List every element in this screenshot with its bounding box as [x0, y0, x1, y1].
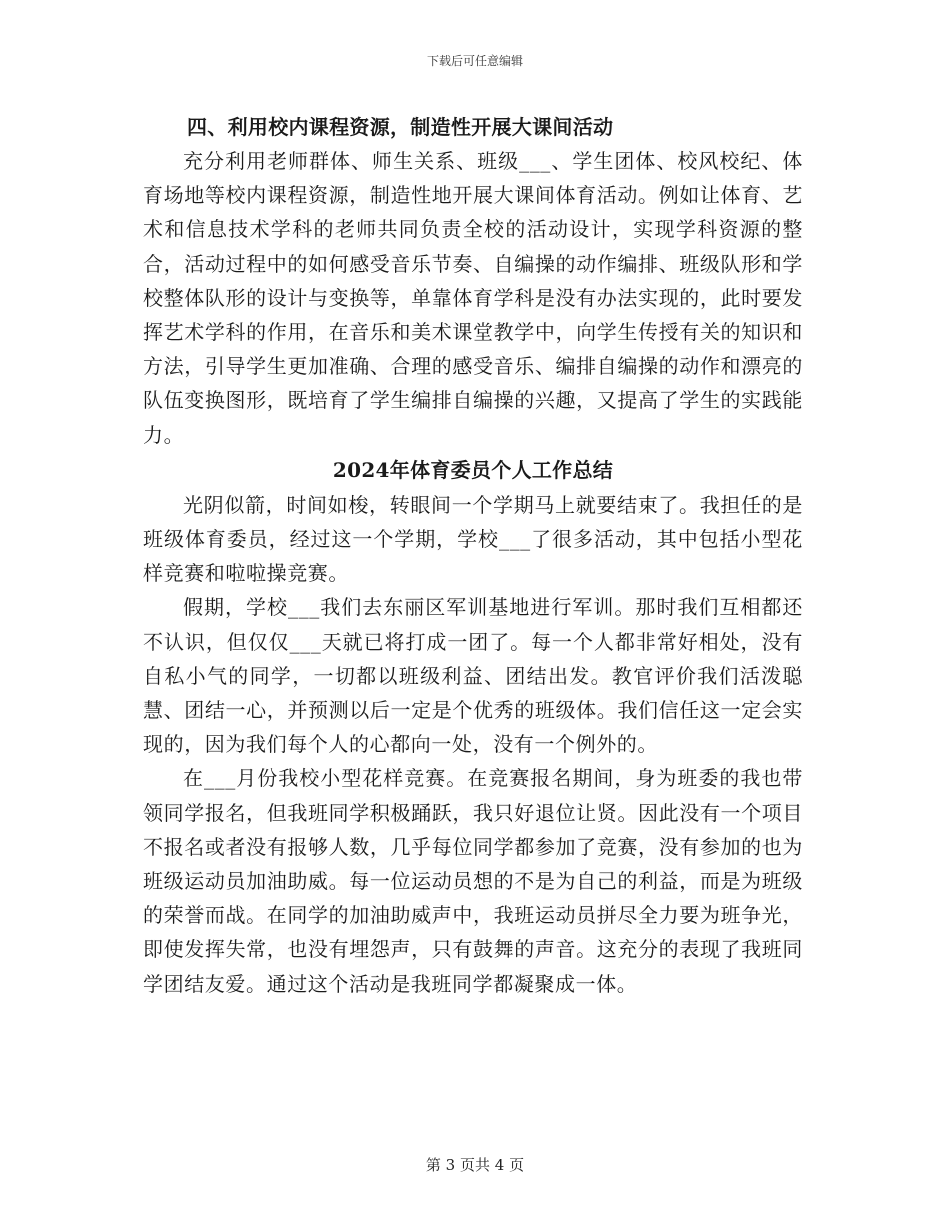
- article-paragraph-1: 光阴似箭，时间如梭，转眼间一个学期马上就要结束了。我担任的是班级体育委员，经过这一个学期，学校___了很多活动，其中包括小型花样竞赛和啦啦操竞赛。: [143, 492, 803, 586]
- page-number: 第 3 页共 4 页: [425, 1156, 525, 1174]
- page-header-note: 下载后可任意编辑: [426, 54, 523, 68]
- article-paragraph-2: 假期，学校___我们去东丽区军训基地进行军训。那时我们互相都还不认识，但仅仅___天就已将打成一团了。每一个人都非常好相处，没有自私小气的同学，一切都以班级利益、团结出发。教官评价我们活泼聪慧、团结一心，并预测以后一定是个优秀的班级体。我们信任这一定会实现的，因为我们每个人的心都向一处，没有一个例外的。: [143, 595, 803, 757]
- article-title: 2024年体育委员个人工作总结: [332, 457, 614, 482]
- article-paragraph-3: 在___月份我校小型花样竞赛。在竞赛报名期间，身为班委的我也带领同学报名，但我班同学积极踊跃，我只好退位让贤。因此没有一个项目不报名或者没有报够人数，几乎每位同学都参加了竞赛，没有参加的也为班级运动员加油助威。每一位运动员想的不是为自己的利益，而是为班级的荣誉而战。在同学的加油助威声中，我班运动员拼尽全力要为班争光，即使发挥失常，也没有埋怨声，只有鼓舞的声音。这充分的表现了我班同学团结友爱。通过这个活动是我班同学都凝聚成一体。: [143, 766, 803, 996]
- document-body: [143, 110, 803, 1001]
- section-paragraph: 充分利用老师群体、师生关系、班级___、学生团体、校风校纪、体育场地等校内课程资源，制造性地开展大课间体育活动。例如让体育、艺术和信息技术学科的老师共同负责全校的活动设计，实现学科资源的整合，活动过程中的如何感受音乐节奏、自编操的动作编排、班级队形和学校整体队形的设计与变换等，单靠体育学科是没有办法实现的，此时要发挥艺术学科的作用，在音乐和美术课堂教学中，向学生传授有关的知识和方法，引导学生更加准确、合理的感受音乐、编排自编操的动作和漂亮的队伍变换图形，既培育了学生编排自编操的兴趣，又提高了学生的实践能力。: [143, 149, 803, 447]
- section-heading: 四、利用校内课程资源，制造性开展大课间活动: [187, 115, 614, 139]
